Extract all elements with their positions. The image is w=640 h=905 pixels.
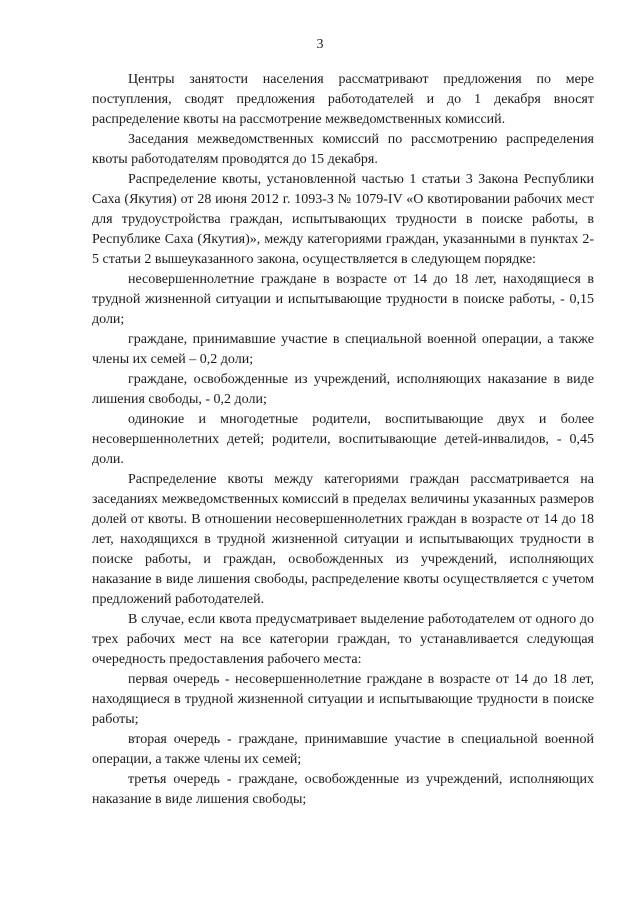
paragraph-category-released-persons: граждане, освобожденные из учреждений, исполняющих наказание в виде лишения свободы, - 0,2 доли; [92,372,594,407]
paragraph-distribution-review: Распределение квоты между категориями граждан рассматривается на заседаниях межведомственных комиссий в пределах величины указанных размеров долей от квоты. В отношении несовершеннолетних граждан в возрасте от 14 до 18 лет, находящихся в трудной жизненной ситуации и испытывающих трудности в поиске работы, и граждан, освобожденных из учреждений, исполняющих наказание в виде лишения свободы, распределение квоты осуществляется с учетом предложений работодателей. [92,472,594,607]
paragraph-quota-distribution-law: Распределение квоты, установленной частью 1 статьи 3 Закона Республики Саха (Якутия) от 28 июня 2012 г. 1093-З № 1079-IV «О квотировании рабочих мест для трудоустройства граждан, испытывающих трудности в поиске работы, в Республике Саха (Якутия)», между категориями граждан, указанными в пунктах 2-5 статьи 2 вышеуказанного закона, осуществляется в следующем порядке: [92,172,594,267]
paragraph-priority-order-intro: В случае, если квота предусматривает выделение работодателем от одного до трех рабочих мест на все категории граждан, то устанавливается следующая очередность предоставления рабочего места: [92,612,594,667]
paragraph-category-minors: несовершеннолетние граждане в возрасте от 14 до 18 лет, находящиеся в трудной жизненной ситуации и испытывающие трудности в поиске работы, - 0,15 доли; [92,272,594,327]
page-number: 3 [316,37,324,52]
paragraph-category-svo-participants: граждане, принимавшие участие в специальной военной операции, а также члены их семей – 0,2 доли; [92,332,594,367]
paragraph-employment-centers: Центры занятости населения рассматривают предложения по мере поступления, сводят предложения работодателей и до 1 декабря вносят распределение квоты на рассмотрение межведомственных комиссий. [92,72,594,127]
paragraph-priority-third: третья очередь - граждане, освобожденные из учреждений, исполняющих наказание в виде лишения свободы; [92,772,594,807]
paragraph-category-parents: одинокие и многодетные родители, воспитывающие двух и более несовершеннолетних детей; родители, воспитывающие детей-инвалидов, - 0,45 доли. [92,412,594,467]
document-body [92,70,594,810]
paragraph-priority-first: первая очередь - несовершеннолетние граждане в возрасте от 14 до 18 лет, находящиеся в трудной жизненной ситуации и испытывающие трудности в поиске работы; [92,672,594,727]
paragraph-commission-meetings: Заседания межведомственных комиссий по рассмотрению распределения квоты работодателям проводятся до 15 декабря. [92,132,594,167]
paragraph-priority-second: вторая очередь - граждане, принимавшие участие в специальной военной операции, а также члены их семей; [92,732,594,767]
